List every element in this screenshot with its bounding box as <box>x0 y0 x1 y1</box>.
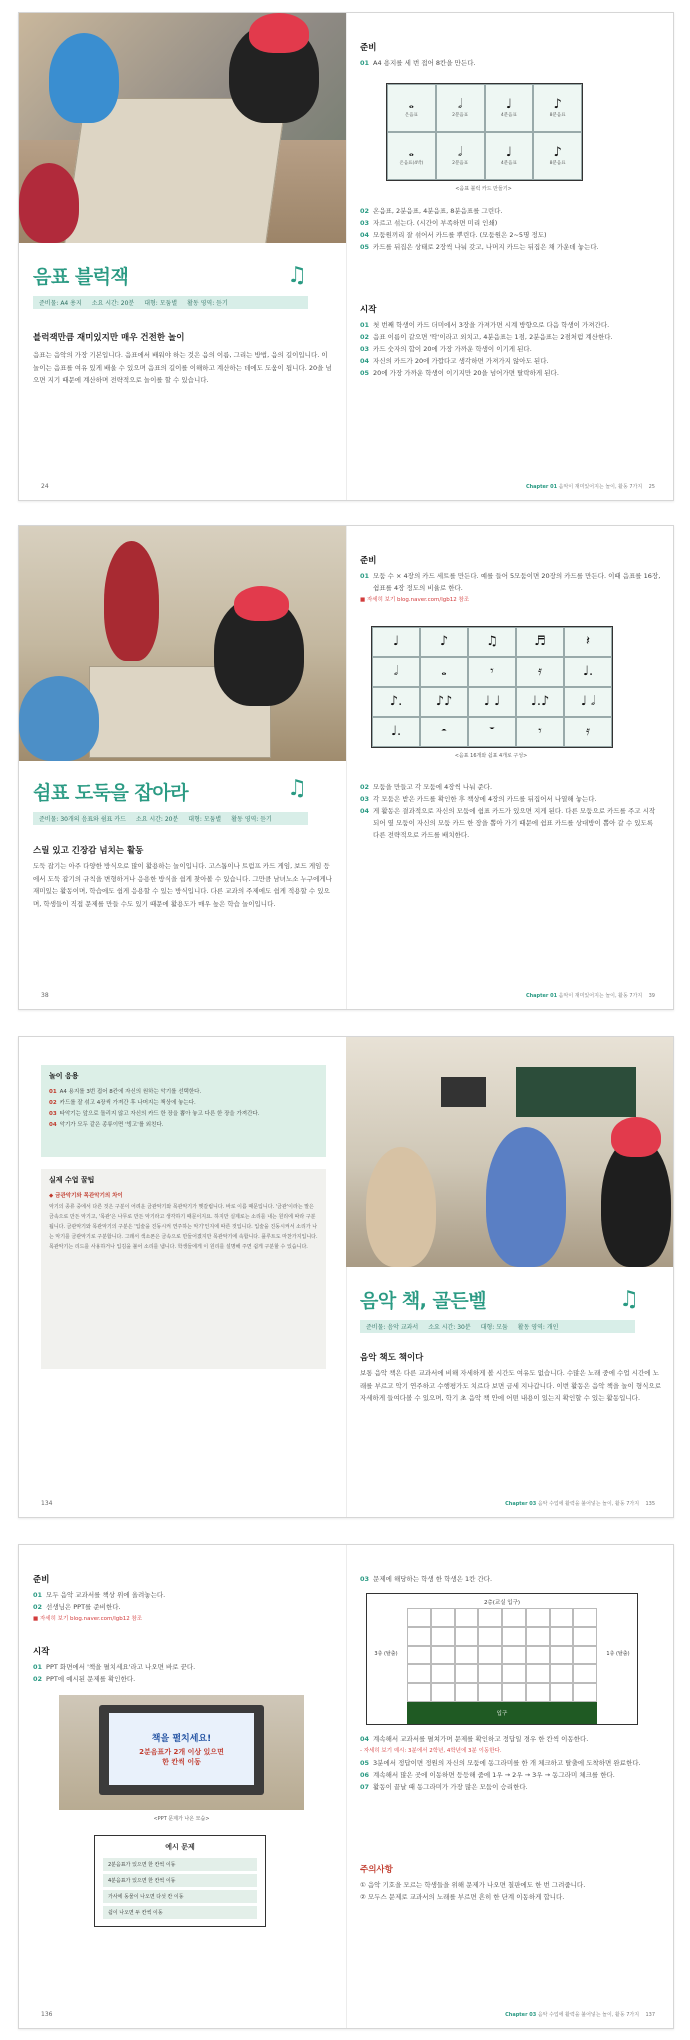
card-cell: ♩ 4분음표 <box>485 84 534 132</box>
list-item: ① 음악 기호을 모르는 학생들을 위해 문제가 나오면 칠판에도 한 번 그려줍니다. <box>360 1881 586 1889</box>
page-25 <box>346 13 673 500</box>
card-cell: 𝅝 온음표(4박) <box>387 132 436 180</box>
tip-subheading: ◆ 금관악기와 목관악기의 차이 <box>49 1193 123 1199</box>
list-item: 01 모두 음악 교과서를 책상 위에 올려놓는다. <box>33 1591 166 1599</box>
card-cell: 𝄾 <box>468 657 516 687</box>
info-item: 소요 시간: 20분 <box>91 300 135 307</box>
prep-heading: 준비 <box>360 43 377 53</box>
photo-students-raising-books <box>346 1037 673 1267</box>
card-cell: 𝅗𝅥 <box>372 657 420 687</box>
list-item: 03 카드 숫자의 합이 20에 가장 가까운 학생이 이기게 된다. <box>360 345 532 353</box>
list-item: 01 A4 용지를 세 번 접어 8칸을 만든다. <box>360 59 476 67</box>
info-item: 대형: 모둠 <box>480 1324 508 1331</box>
card-cell: 𝄿 <box>564 717 612 747</box>
game-variation-box <box>41 1065 326 1157</box>
blog-link[interactable]: ■ 자세히 보기 blog.naver.com/lgb12 참조 <box>360 597 470 603</box>
card-cell: 𝄼 <box>420 717 468 747</box>
plan-right-label: 1층 (탈출) <box>606 1651 630 1657</box>
example-row: 가사에 동물이 나오면 다섯 칸 이동 <box>103 1890 257 1903</box>
page-number: 137 <box>645 2012 655 2018</box>
card-cell: ♩.♪ <box>516 687 564 717</box>
page-134 <box>19 1037 346 1517</box>
info-item: 활동 영역: 듣기 <box>187 300 228 307</box>
activity-info-bar <box>33 812 308 825</box>
info-item: 소요 시간: 30분 <box>428 1324 471 1331</box>
list-item: 04 게 활동은 결과적으로 자신의 모둠에 쉼표 카드가 있으면 지게 된다. 다른 모둠으로 카드를 주고 시작되어 옆 모둠이 자신의 모둠 카드 한 장을 뽑아 가기 때문에 쉼표 카드를 상대방이 뽑아 갈 수 있도록 다른 전략적으로 카드를 배치한다. <box>360 807 656 839</box>
page-137 <box>346 1545 673 2028</box>
card-cell: ♪ <box>420 627 468 657</box>
card-cell: 𝄻 <box>468 717 516 747</box>
card-cell: ♩ <box>372 627 420 657</box>
card-cell: ♪♪ <box>420 687 468 717</box>
list-item: 01 모둠 수 × 4장의 카드 세트를 만든다. 예를 들어 5모둠이면 20장의 카드를 만든다. 이때 음표를 16장, 쉼표를 4장 정도의 비율로 한다. <box>360 572 661 592</box>
page-number: 38 <box>41 992 49 999</box>
info-item: 준비물: 음악 교과서 <box>366 1324 419 1331</box>
prep-list-continued <box>360 205 661 253</box>
table-caption: <음표 16개와 쉼표 4개로 구성> <box>454 753 528 759</box>
example-row: 쉼이 나오면 두 칸씩 이동 <box>103 1906 257 1919</box>
red-note: - 자세히 보기 예시: 3분에서 2학년, 4학년에 3분 이동한다. <box>360 1748 502 1754</box>
activity-body: 음표는 음악의 가장 기본입니다. 음표에서 배워야 하는 것은 음의 이름, 그리는 방법, 음의 길이입니다. 이 놀이는 음표를 여유 있게 배울 수 있으며 음표의 길이를 이해하고 계산하는 데에도 도움이 됩니다. 20을 넘으면 지기 때문에 계산하며 전략적으로 놀이를 할 수 있습니다. <box>33 351 332 384</box>
page-number: 39 <box>648 993 655 999</box>
activity-info-bar <box>33 296 308 309</box>
activity-body: 보통 음악 책은 다른 교과서에 비해 자세하게 볼 시간도 여유도 없습니다. 수많은 노래 중에 수업 시간에 노래를 부르고 악기 연주하고 수행평가도 치르다 보면 금세 지나갑니다. 이번 활동은 음악 책을 놀이 형식으로 자세하게 들여다볼 수 있으며, 학기 초 음악 책 안에 어떤 내용이 있는지 확인할 수 있는 활동입니다. <box>360 1369 661 1402</box>
spread-4 <box>18 1544 674 2029</box>
activity-subtitle: 음악 책도 책이다 <box>360 1353 424 1363</box>
page-footer: Chapter 03 음악 수업에 활력을 불어넣는 놀이, 활동 7가지 135 <box>505 1501 655 1507</box>
page-number: 24 <box>41 483 49 490</box>
card-cell: ♪ 8분음표 <box>533 84 582 132</box>
start-heading: 시작 <box>33 1647 50 1657</box>
activity-title: 쉼표 도둑을 잡아라 <box>33 781 189 804</box>
ppt-line-2: 2분음표가 2개 이상 있으면 <box>139 1748 224 1756</box>
list-item: 03 자르고 섞는다. (시간이 부족하면 미리 인쇄) <box>360 219 498 227</box>
activity-subtitle: 블럭잭만큼 재미있지만 매우 건전한 놀이 <box>33 333 185 343</box>
card-cell: ♫ <box>468 627 516 657</box>
plan-bottom-label: 입구 <box>407 1702 597 1724</box>
example-row: 4분음표가 있으면 한 칸씩 이동 <box>103 1874 257 1887</box>
card-cell: ♪ 8분음표 <box>533 132 582 180</box>
card-cell: ♩ ♩ <box>468 687 516 717</box>
page-number: 135 <box>645 1501 655 1507</box>
start-list <box>360 319 661 379</box>
card-cell: ♬ <box>516 627 564 657</box>
list-item: 01 PPT 화면에서 '책을 펼치세요'라고 나오면 바로 꾼다. <box>33 1663 196 1671</box>
list-item: 02 모둠을 만들고 각 모둠에 4장씩 나눠 준다. <box>360 783 493 791</box>
card-cell: 𝄾 <box>516 717 564 747</box>
activity-title: 음악 책, 골든벨 <box>360 1289 487 1312</box>
table-caption: <음표 블럭 카드 만들기> <box>455 186 512 192</box>
prep-list <box>360 570 661 606</box>
page-number: 134 <box>41 1500 53 1507</box>
list-item: 04 계속해서 교과서를 펼쳐가며 문제를 확인하고 정답일 경우 한 칸씩 이동한다. <box>360 1735 589 1743</box>
page-footer: Chapter 01 음악이 재미있어지는 놀이, 활동 7가지 25 <box>525 484 655 490</box>
list-item: 04 악기가 모두 같은 종류이면 '빙고'를 외친다. <box>49 1122 164 1128</box>
page-number: 25 <box>648 484 655 490</box>
info-item: 준비물: A4 용지 <box>39 300 82 307</box>
card-cell: ♩. <box>564 657 612 687</box>
caution-heading: 주의사항 <box>360 1865 393 1875</box>
card-cell: 𝅝 온음표 <box>387 84 436 132</box>
photo-caption: <PPT 문제가 나온 모습> <box>153 1816 210 1822</box>
card-cell: 𝄽 <box>564 627 612 657</box>
list-item: 02 카드를 잘 섞고 4장씩 가져간 후 나머지는 책상에 놓는다. <box>49 1100 196 1106</box>
note-card-table <box>386 83 583 181</box>
step-3 <box>360 1573 661 1585</box>
card-cell: 𝅗𝅥 2분음표 <box>436 84 485 132</box>
spread-1 <box>18 12 674 501</box>
card-cell: 𝅗𝅥 2분음표 <box>436 132 485 180</box>
list-item: 03 타악기는 앞으로 돌리지 않고 자신의 카드 한 장을 뽑아 놓고 다른 한 장을 가져간다. <box>49 1111 260 1117</box>
ppt-line-3: 한 칸씩 이동 <box>162 1758 201 1766</box>
prep-list <box>33 1589 334 1625</box>
classroom-floor-plan <box>366 1593 638 1725</box>
rest-card-table <box>371 626 613 748</box>
photo-tv-screen <box>59 1695 304 1810</box>
page-38 <box>19 526 346 1009</box>
spread-3 <box>18 1036 674 1518</box>
card-cell: ♩ 𝅗𝅥 <box>564 687 612 717</box>
list-item: 02 온음표, 2분음표, 4분음표, 8분음표를 그린다. <box>360 207 503 215</box>
page-number: 136 <box>41 2011 53 2018</box>
list-item: 06 계속해서 많은 곳에 이동하면 등등해 줌에 1우 → 2우 → 3우 → 동그라미 체크를 한다. <box>360 1771 615 1779</box>
prep-heading: 준비 <box>360 556 377 566</box>
box-heading: 예시 문제 <box>165 1843 195 1851</box>
page-footer: Chapter 01 음악이 재미있어지는 놀이, 활동 7가지 39 <box>525 993 655 999</box>
list-item: 01 A4 용지를 3번 접어 8칸에 자신의 원하는 악기를 선택한다. <box>49 1089 202 1095</box>
activity-info-bar <box>360 1320 635 1333</box>
list-item: 05 20에 가장 가까운 학생이 이기지만 20을 넘어가면 탈락하게 된다. <box>360 369 559 377</box>
list-item: 05 3분에서 정답이면 정원의 자신의 모둠에 동그라미를 한 개 체크하고 탈출에 도착하면 완료한다. <box>360 1759 641 1767</box>
list-item: 07 활동이 끝날 때 동그라미가 가장 많은 모둠이 승리한다. <box>360 1783 528 1791</box>
page-135 <box>346 1037 673 1517</box>
card-cell: ♪. <box>372 687 420 717</box>
card-cell: 𝅝 <box>420 657 468 687</box>
box-heading: 놀이 응용 <box>49 1072 79 1080</box>
page-footer: Chapter 03 음악 수업에 활력을 불어넣는 놀이, 활동 7가지 137 <box>505 2012 655 2018</box>
list-item: 03 각 모둠은 받은 카드를 확인한 후 책상에 4장의 카드를 뒤집어서 나열해 놓는다. <box>360 795 597 803</box>
example-questions-box <box>94 1835 266 1927</box>
card-cell: ♩. <box>372 717 420 747</box>
info-item: 준비물: 30개의 음표와 쉼표 카드 <box>39 816 126 823</box>
start-heading: 시작 <box>360 305 377 315</box>
photo-children-playing-cards <box>19 13 346 243</box>
later-steps <box>360 1733 661 1793</box>
box-heading: 실제 수업 꿀팁 <box>49 1176 95 1184</box>
info-item: 대형: 모둠별 <box>144 300 178 307</box>
info-item: 대형: 모둠별 <box>188 816 222 823</box>
list-item: 02 PPT에 예시된 문제를 확인한다. <box>33 1675 136 1683</box>
caution-list <box>360 1879 661 1903</box>
list-item: 02 음표 이름이 같으면 '딱'이라고 외치고, 4분음표는 1점, 2분음표는 2점처럼 계산한다. <box>360 333 613 341</box>
music-note-icon: ♫ <box>287 263 307 288</box>
ppt-line-1: 책을 펼치세요! <box>151 1734 212 1744</box>
info-item: 소요 시간: 20분 <box>135 816 179 823</box>
card-cell: 𝄿 <box>516 657 564 687</box>
activity-subtitle: 스릴 있고 긴장감 넘치는 활동 <box>33 846 144 856</box>
list-item: 02 선생님은 PPT를 준비한다. <box>33 1603 121 1611</box>
spread-2 <box>18 525 674 1010</box>
plan-top-label: 2층(교실 입구) <box>483 1600 521 1606</box>
activity-body: 도둑 잡기는 아주 다양한 방식으로 많이 활용하는 놀이입니다. 고스톱이나 트럼프 카드 게임, 보드 게임 등에서 도둑 잡기의 규칙을 변형하거나 응용한 방식을 쉽게 찾아볼 수 있습니다. 그만큼 남녀노소 누구에게나 재미있는 활동이며, 학습에도 쉽게 응용할 수 있는 방식입니다. 다른 교과의 주제에도 쉽게 적용할 수 있으며, 학생들이 직접 문제를 만들 수도 있기 때문에 활용도가 매우 높은 학습 놀이입니다. <box>33 862 332 908</box>
list-item: 04 모둠원끼리 잘 섞어서 카드를 뿌린다. (모둠원은 2~5명 정도) <box>360 231 547 239</box>
list-item: 01 첫 번째 학생이 카드 더미에서 3장을 가져가면 시계 방향으로 다음 학생이 가져간다. <box>360 321 610 329</box>
photo-classroom-game <box>19 526 346 761</box>
plan-left-label: 3층 (탈출) <box>374 1651 398 1657</box>
music-note-icon: ♫ <box>619 1287 639 1312</box>
list-item: 04 자신의 카드가 20에 가깝다고 생각하면 가져가지 않아도 된다. <box>360 357 549 365</box>
example-row: 2분음표가 있으면 한 칸씩 이동 <box>103 1858 257 1871</box>
info-item: 활동 영역: 개인 <box>517 1324 559 1331</box>
card-cell: ♩ 4분음표 <box>485 132 534 180</box>
info-item: 활동 영역: 듣기 <box>231 816 272 823</box>
music-note-icon: ♫ <box>287 776 307 801</box>
prep-heading: 준비 <box>33 1575 50 1585</box>
list-item: ② 모두스 문제로 교과서의 노래를 부르면 흔히 한 단계 이동하게 합니다. <box>360 1893 565 1901</box>
list-item: 05 카드를 뒤집은 상태로 2장씩 나눠 갖고, 나머지 카드는 뒤집은 채 가운데 놓는다. <box>360 243 599 251</box>
page-24 <box>19 13 346 500</box>
page-39 <box>346 526 673 1009</box>
class-tip-box <box>41 1169 326 1369</box>
prep-list <box>360 57 661 69</box>
list-item: 03 문제에 해당하는 학생 한 학생은 1칸 간다. <box>360 1575 493 1583</box>
tip-body: 악기의 종류 중에서 다른 것은 구분이 어려운 금관악기와 목관악기가 헷갈립니다. 바로 이름 때문입니다. '금관'이라는 말은 금속으로 만든 악기고, '목관'은 나무로 만든 악기라고 생각하기 때문이지요. 하지만 실제로는 소리를 내는 원리에 따라 구분됩니다. 금관악기와 목관악기의 구분은 '입술을 진동시켜 연주하는 악기'인지에 따른 것입니다. 입술을 진동시켜서 소리가 나는 악기를 금관악기로 구분합니다. 그래서 색소폰은 금속으로 만들어졌지만 목관악기에 속합니다. 플루트도 마찬가지입니다. 목관악기는 리드를 사용하거나 입김을 불어 소리를 냅니다. 학생들에게 이 원리를 설명해 주면 쉽게 구분할 수 있습니다. <box>49 1204 318 1250</box>
start-list <box>33 1661 334 1685</box>
step-list <box>360 781 661 841</box>
page-136 <box>19 1545 346 2028</box>
activity-title: 음표 블럭잭 <box>33 265 129 288</box>
blog-link[interactable]: ■ 자세히 보기 blog.naver.com/lgb12 참조 <box>33 1616 143 1622</box>
